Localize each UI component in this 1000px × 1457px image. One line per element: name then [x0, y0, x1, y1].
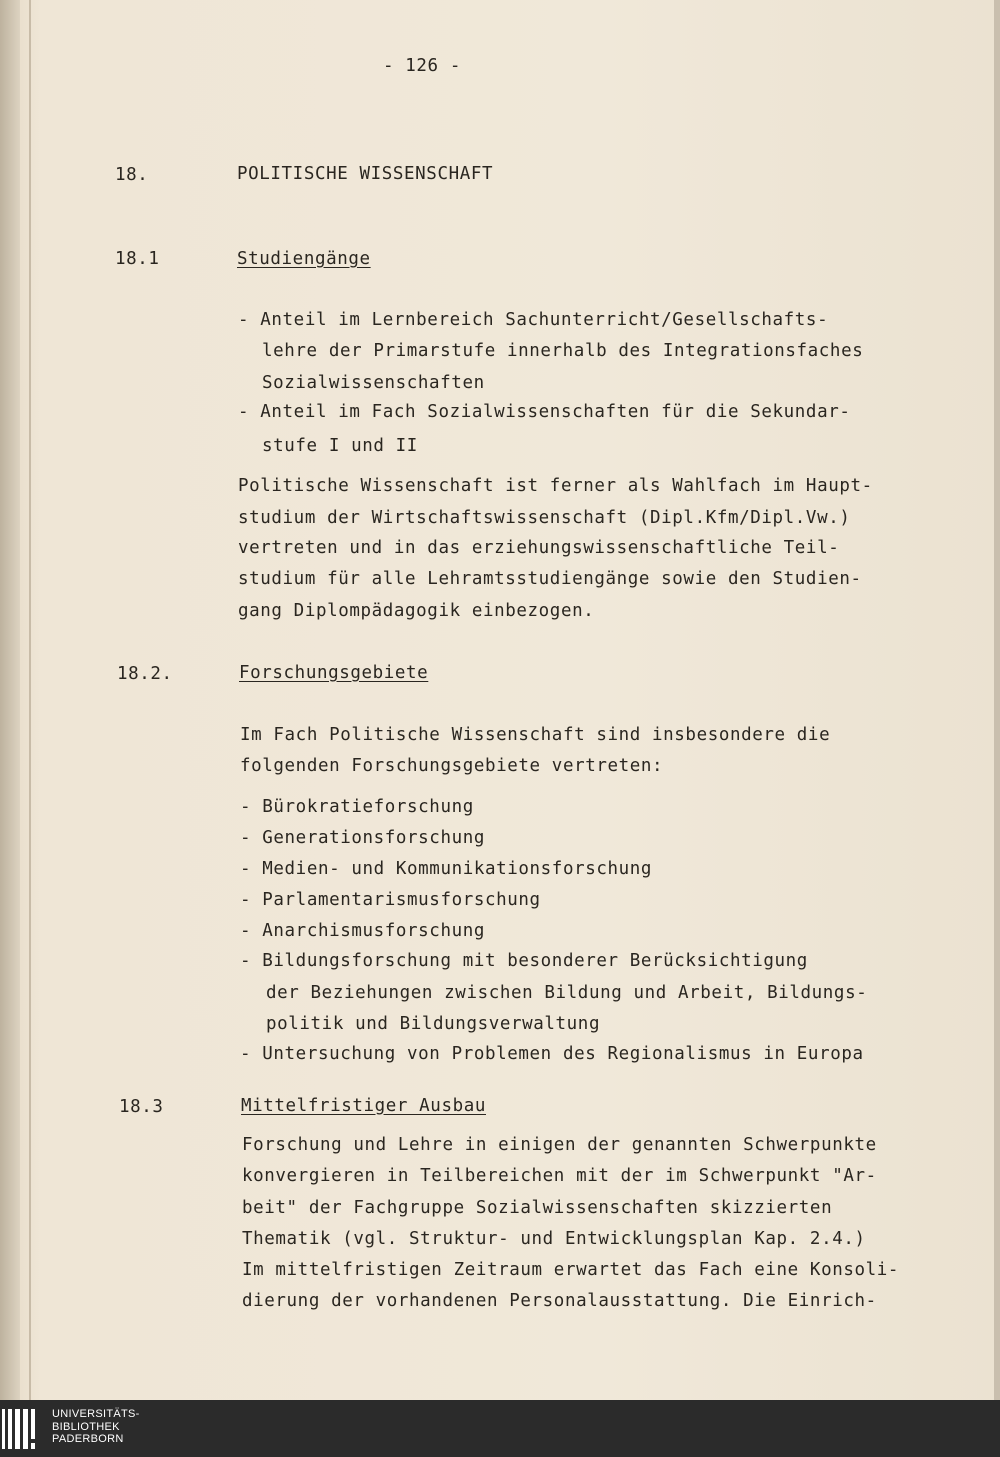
- paragraph-line: Politische Wissenschaft ist ferner als Wahlfach im Haupt-: [238, 476, 873, 496]
- library-logo: [0, 1403, 160, 1453]
- paragraph-line: folgenden Forschungsgebiete vertreten:: [240, 756, 664, 776]
- subsection-number-18-1: 18.1: [115, 249, 160, 269]
- subsection-number-18-3: 18.3: [119, 1097, 164, 1117]
- list-item-continuation: politik und Bildungsverwaltung: [266, 1014, 601, 1034]
- library-logo-icon: [2, 1409, 42, 1449]
- paragraph-line: gang Diplompädagogik einbezogen.: [238, 601, 595, 621]
- list-item: - Medien- und Kommunikationsforschung: [240, 859, 653, 879]
- list-item: - Anarchismusforschung: [240, 921, 485, 941]
- list-item-continuation: Sozialwissenschaften: [262, 373, 485, 393]
- logo-line: BIBLIOTHEK: [52, 1420, 120, 1433]
- library-logo-text: [52, 1408, 140, 1446]
- paragraph-line: beit" der Fachgruppe Sozialwissenschaften skizzierten: [242, 1198, 833, 1218]
- paragraph-line: Forschung und Lehre in einigen der genannten Schwerpunkte: [242, 1135, 877, 1155]
- paragraph-line: konvergieren in Teilbereichen mit der im Schwerpunkt "Ar-: [242, 1166, 877, 1186]
- heading-mittelfristiger-ausbau: Mittelfristiger Ausbau: [241, 1096, 486, 1116]
- paragraph-line: Im mittelfristigen Zeitraum erwartet das Fach eine Konsoli-: [242, 1260, 900, 1280]
- page-number: - 126 -: [383, 56, 461, 76]
- list-item: - Parlamentarismusforschung: [240, 890, 541, 910]
- heading-studiengaenge: Studiengänge: [237, 249, 371, 269]
- spine-fold: [29, 0, 31, 1400]
- paragraph-line: Im Fach Politische Wissenschaft sind insbesondere die: [240, 725, 831, 745]
- page-edge: [994, 0, 1000, 1400]
- list-item: - Bildungsforschung mit besonderer Berücksichtigung: [240, 951, 808, 971]
- paragraph-line: dierung der vorhandenen Personalausstattung. Die Einrich-: [242, 1291, 877, 1311]
- heading-forschungsgebiete: Forschungsgebiete: [239, 663, 429, 683]
- section-title: POLITISCHE WISSENSCHAFT: [237, 164, 494, 184]
- list-item-continuation: der Beziehungen zwischen Bildung und Arbeit, Bildungs-: [266, 983, 868, 1003]
- list-item: - Bürokratieforschung: [240, 797, 474, 817]
- section-number: 18.: [115, 165, 149, 185]
- logo-line: UNIVERSITÄTS-: [52, 1408, 140, 1420]
- list-item: - Anteil im Lernbereich Sachunterricht/Gesellschafts-: [238, 310, 829, 330]
- paragraph-line: studium der Wirtschaftswissenschaft (Dipl.Kfm/Dipl.Vw.): [238, 508, 851, 528]
- list-item-continuation: lehre der Primarstufe innerhalb des Integrationsfaches: [262, 341, 864, 361]
- paragraph-line: studium für alle Lehramtsstudiengänge sowie den Studien-: [238, 569, 862, 589]
- subsection-number-18-2: 18.2.: [117, 664, 173, 684]
- paragraph-line: vertreten und in das erziehungswissenschaftliche Teil-: [238, 538, 840, 558]
- paragraph-line: Thematik (vgl. Struktur- und Entwicklungsplan Kap. 2.4.): [242, 1229, 866, 1249]
- book-spine: [0, 0, 20, 1400]
- logo-line: PADERBORN: [52, 1433, 124, 1445]
- list-item-continuation: stufe I und II: [262, 436, 418, 456]
- list-item: - Generationsforschung: [240, 828, 485, 848]
- list-item: - Anteil im Fach Sozialwissenschaften für die Sekundar-: [238, 402, 851, 422]
- list-item: - Untersuchung von Problemen des Regionalismus in Europa: [240, 1044, 864, 1064]
